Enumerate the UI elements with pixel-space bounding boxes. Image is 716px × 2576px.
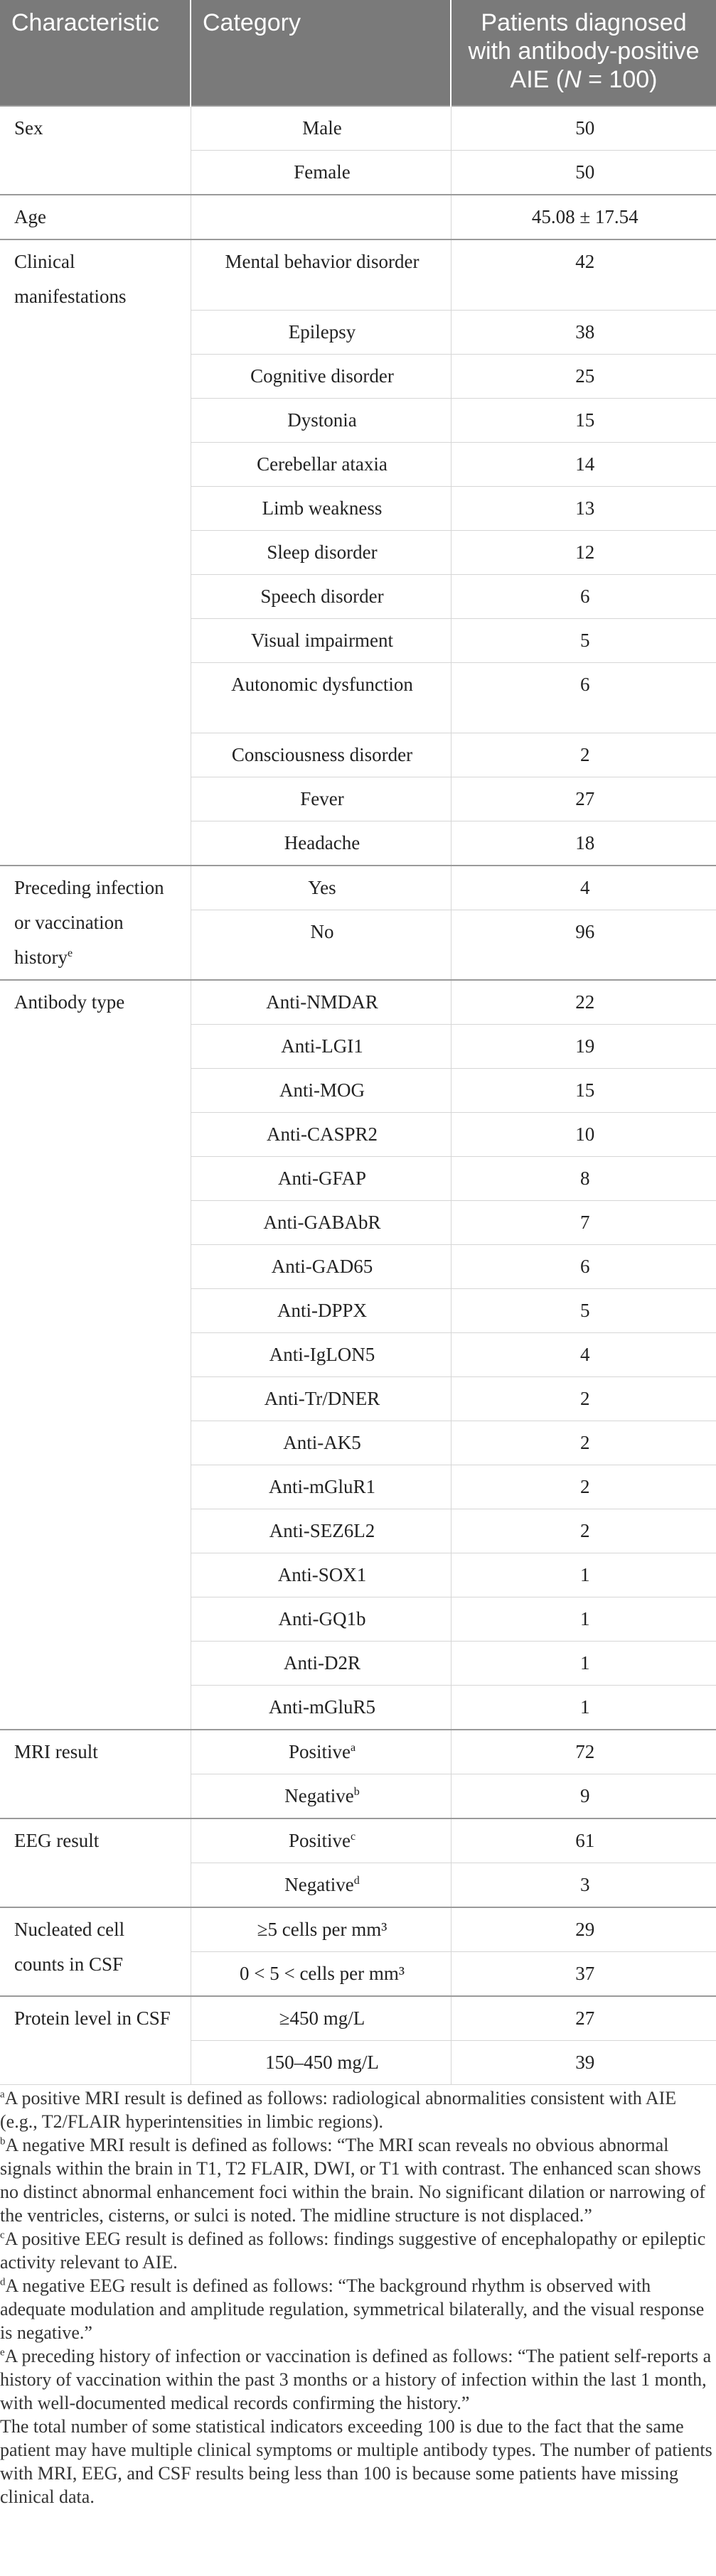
footnote-a: $^a$A positive MRI result is defined as follows: radiological abnormalities consistent with AIE (e.g., T2/FLAIR hyperintensities in limbic regions).	[0, 2088, 677, 2132]
characteristic-cell	[0, 980, 191, 1730]
category-label: Positive	[288, 1741, 351, 1762]
category-cell	[191, 1863, 451, 1908]
value-cell: 13	[451, 486, 716, 530]
category-cell	[191, 1201, 451, 1245]
value-cell: 38	[451, 310, 716, 354]
category-label: Anti-GABAbR	[263, 1212, 381, 1233]
category-cell	[191, 910, 451, 980]
value-cell: 15	[451, 1069, 716, 1113]
category-cell	[191, 1333, 451, 1377]
footnote-marker: c	[350, 1831, 356, 1843]
category-label: Visual impairment	[250, 629, 394, 651]
category-cell	[191, 1377, 451, 1421]
value-cell: 72	[451, 1730, 716, 1774]
table-row	[0, 239, 716, 310]
category-label: Anti-mGluR1	[268, 1476, 375, 1497]
characteristic-cell	[0, 1996, 191, 2085]
value-cell: 1	[451, 1553, 716, 1597]
category-label: Anti-GFAP	[277, 1168, 367, 1189]
characteristic-label: Protein level in CSF	[14, 2008, 171, 2029]
category-label: Anti-IgLON5	[269, 1344, 375, 1365]
category-cell	[191, 1686, 451, 1730]
category-label: Anti-DPPX	[277, 1300, 368, 1321]
category-label: Limb weakness	[262, 497, 383, 519]
footnote-c: $^c$A positive EEG result is defined as follows: findings suggestive of encephalopathy or epileptic activity relevant to AIE.	[0, 2229, 706, 2273]
characteristic-cell	[0, 1907, 191, 1996]
value-cell: 39	[451, 2041, 716, 2085]
table-row	[0, 106, 716, 151]
table-row	[0, 1907, 716, 1952]
footnote-d: $^d$A negative EEG result is defined as follows: “The background rhythm is observed with adequate modulation and amplitude regulation, symmetrical bilaterally, and the visual response is negative.”	[0, 2275, 705, 2343]
category-label: No	[310, 920, 334, 942]
characteristic-label: Age	[14, 206, 46, 227]
category-cell	[191, 530, 451, 574]
value-cell: 4	[451, 1333, 716, 1377]
category-cell	[191, 1597, 451, 1642]
footnote-marker: e	[68, 947, 73, 959]
value-cell: 1	[451, 1642, 716, 1686]
category-cell	[191, 777, 451, 821]
value-cell: 7	[451, 1201, 716, 1245]
footnote-b: $^b$A negative MRI result is defined as follows: “The MRI scan reveals no obvious abnormal signals within the brain in T1, T2 FLAIR, DWI, or T1 with contrast. The enhanced scan shows no distinct abnormal enhancement foci within the brain. No significant dilation or narrowing of the ventricles, cisterns, or sulci is noted. The midline structure is not displaced.”	[0, 2135, 706, 2226]
category-cell	[191, 486, 451, 530]
category-label: Epilepsy	[288, 320, 356, 343]
category-cell	[191, 2041, 451, 2085]
category-cell	[191, 866, 451, 910]
characteristic-label: Preceding infection or vaccination history	[14, 876, 164, 968]
value-cell: 37	[451, 1952, 716, 1997]
category-label: Fever	[300, 787, 344, 809]
category-label: Headache	[284, 831, 360, 853]
category-cell	[191, 1996, 451, 2041]
category-label: Female	[294, 161, 351, 183]
category-cell	[191, 195, 451, 239]
category-label: Cognitive disorder	[250, 365, 394, 387]
characteristic-cell	[0, 1818, 191, 1907]
value-cell: 6	[451, 1245, 716, 1289]
category-cell	[191, 310, 451, 354]
header-patients	[451, 0, 716, 106]
category-label: Mental behavior disorder	[225, 251, 420, 272]
value-cell: 10	[451, 1113, 716, 1157]
category-cell	[191, 1289, 451, 1333]
category-label: Negative	[284, 1785, 354, 1806]
value-cell: 3	[451, 1863, 716, 1908]
value-cell: 9	[451, 1774, 716, 1819]
category-label: Anti-NMDAR	[266, 991, 378, 1013]
value-cell: 22	[451, 980, 716, 1025]
category-label: Positive	[288, 1830, 351, 1851]
category-label: Anti-CASPR2	[266, 1123, 378, 1145]
category-label: Yes	[308, 876, 336, 898]
category-label: Anti-SEZ6L2	[269, 1520, 375, 1541]
value-cell: 2	[451, 1377, 716, 1421]
value-cell: 19	[451, 1025, 716, 1069]
characteristic-cell	[0, 106, 191, 195]
category-cell	[191, 398, 451, 442]
characteristic-cell	[0, 1730, 191, 1818]
category-cell	[191, 662, 451, 733]
category-cell	[191, 1553, 451, 1597]
value-cell: 14	[451, 442, 716, 486]
value-cell: 15	[451, 398, 716, 442]
table-row	[0, 866, 716, 910]
category-cell	[191, 618, 451, 662]
footnote-marker: a	[350, 1742, 356, 1754]
category-label: ≥450 mg/L	[279, 2008, 365, 2029]
value-cell: 2	[451, 733, 716, 777]
header-patients-text: Patients diagnosed with antibody-positive AIE (	[468, 9, 700, 93]
category-cell	[191, 1509, 451, 1553]
value-cell: 8	[451, 1157, 716, 1201]
category-cell	[191, 1025, 451, 1069]
characteristic-cell	[0, 195, 191, 239]
category-cell	[191, 1730, 451, 1774]
value-cell: 18	[451, 821, 716, 866]
value-cell: 4	[451, 866, 716, 910]
characteristic-cell	[0, 239, 191, 866]
value-cell: 1	[451, 1597, 716, 1642]
category-cell	[191, 1157, 451, 1201]
characteristic-cell	[0, 866, 191, 981]
value-cell: 6	[451, 662, 716, 733]
category-label: Anti-GQ1b	[278, 1608, 366, 1629]
category-label: Dystonia	[287, 409, 357, 431]
header-category: Category	[191, 0, 451, 106]
category-label: Anti-Tr/DNER	[264, 1388, 380, 1409]
value-cell: 12	[451, 530, 716, 574]
value-cell: 5	[451, 1289, 716, 1333]
header-characteristic: Characteristic	[0, 0, 191, 106]
category-label: 150–450 mg/L	[265, 2052, 379, 2073]
category-cell	[191, 106, 451, 151]
category-cell	[191, 1421, 451, 1465]
category-cell	[191, 1774, 451, 1819]
value-cell: 61	[451, 1818, 716, 1863]
category-cell	[191, 151, 451, 195]
category-label: Anti-AK5	[283, 1432, 361, 1453]
category-label: Anti-SOX1	[277, 1564, 367, 1585]
category-label: ≥5 cells per mm³	[257, 1919, 388, 1940]
category-cell	[191, 442, 451, 486]
value-cell: 6	[451, 574, 716, 618]
category-label: Anti-mGluR5	[268, 1696, 375, 1718]
table-row	[0, 980, 716, 1025]
category-label: Autonomic dysfunction	[231, 673, 413, 695]
value-cell: 29	[451, 1907, 716, 1952]
category-cell	[191, 574, 451, 618]
characteristic-label: Nucleated cell counts in CSF	[14, 1919, 125, 1975]
value-cell: 96	[451, 910, 716, 980]
characteristic-label: EEG result	[14, 1830, 100, 1851]
category-cell	[191, 1907, 451, 1952]
characteristic-label: Antibody type	[14, 991, 125, 1013]
footnote-marker: d	[353, 1875, 360, 1887]
table-footnotes	[0, 2085, 716, 2508]
table-row	[0, 1996, 716, 2041]
footnote-e: $^e$A preceding history of infection or vaccination is defined as follows: “The patient self-reports a history of vaccination within the past 3 months or a history of infection within the last 1 month, with well-documented medical records confirming the history.”	[0, 2346, 712, 2413]
value-cell: 25	[451, 354, 716, 398]
value-cell: 50	[451, 106, 716, 151]
characteristic-label: MRI result	[14, 1741, 98, 1762]
category-label: Anti-GAD65	[271, 1256, 373, 1277]
category-cell	[191, 1245, 451, 1289]
table-body	[0, 106, 716, 2085]
characteristic-label: Sex	[14, 117, 43, 139]
value-cell: 5	[451, 618, 716, 662]
category-label: Consciousness disorder	[231, 743, 413, 765]
characteristic-label: Clinical manifestations	[14, 251, 127, 307]
category-label: Anti-D2R	[284, 1652, 360, 1674]
category-label: 0 < 5 < cells per mm³	[239, 1963, 405, 1984]
category-cell	[191, 239, 451, 310]
value-cell: 1	[451, 1686, 716, 1730]
category-cell	[191, 1069, 451, 1113]
category-cell	[191, 1113, 451, 1157]
header-n-tail: = 100)	[581, 66, 658, 93]
table-row	[0, 195, 716, 239]
table-header	[0, 0, 716, 106]
category-label: Cerebellar ataxia	[257, 453, 388, 475]
category-cell	[191, 733, 451, 777]
table-row	[0, 1818, 716, 1863]
category-label: Anti-LGI1	[281, 1035, 363, 1057]
category-label: Speech disorder	[260, 585, 384, 607]
value-cell: 27	[451, 777, 716, 821]
category-label: Anti-MOG	[279, 1079, 365, 1101]
value-cell: 2	[451, 1509, 716, 1553]
value-cell: 2	[451, 1421, 716, 1465]
category-cell	[191, 980, 451, 1025]
header-n-symbol: N	[564, 66, 582, 93]
footnote-general: The total number of some statistical indicators exceeding 100 is due to the fact that the same patient may have multiple clinical symptoms or multiple antibody types. The number of patients with MRI, EEG, and CSF results being less than 100 is because some patients have missing clinical data.	[0, 2416, 712, 2507]
value-cell: 45.08 ± 17.54	[451, 195, 716, 239]
category-cell	[191, 1465, 451, 1509]
category-cell	[191, 1818, 451, 1863]
category-label: Sleep disorder	[267, 541, 378, 563]
category-label: Male	[302, 117, 342, 139]
value-cell: 42	[451, 239, 716, 310]
category-cell	[191, 1952, 451, 1997]
value-cell: 50	[451, 151, 716, 195]
value-cell: 27	[451, 1996, 716, 2041]
category-cell	[191, 1642, 451, 1686]
table-row	[0, 1730, 716, 1774]
category-cell	[191, 821, 451, 866]
footnote-marker: b	[353, 1786, 360, 1798]
category-cell	[191, 354, 451, 398]
value-cell: 2	[451, 1465, 716, 1509]
category-label: Negative	[284, 1874, 354, 1895]
